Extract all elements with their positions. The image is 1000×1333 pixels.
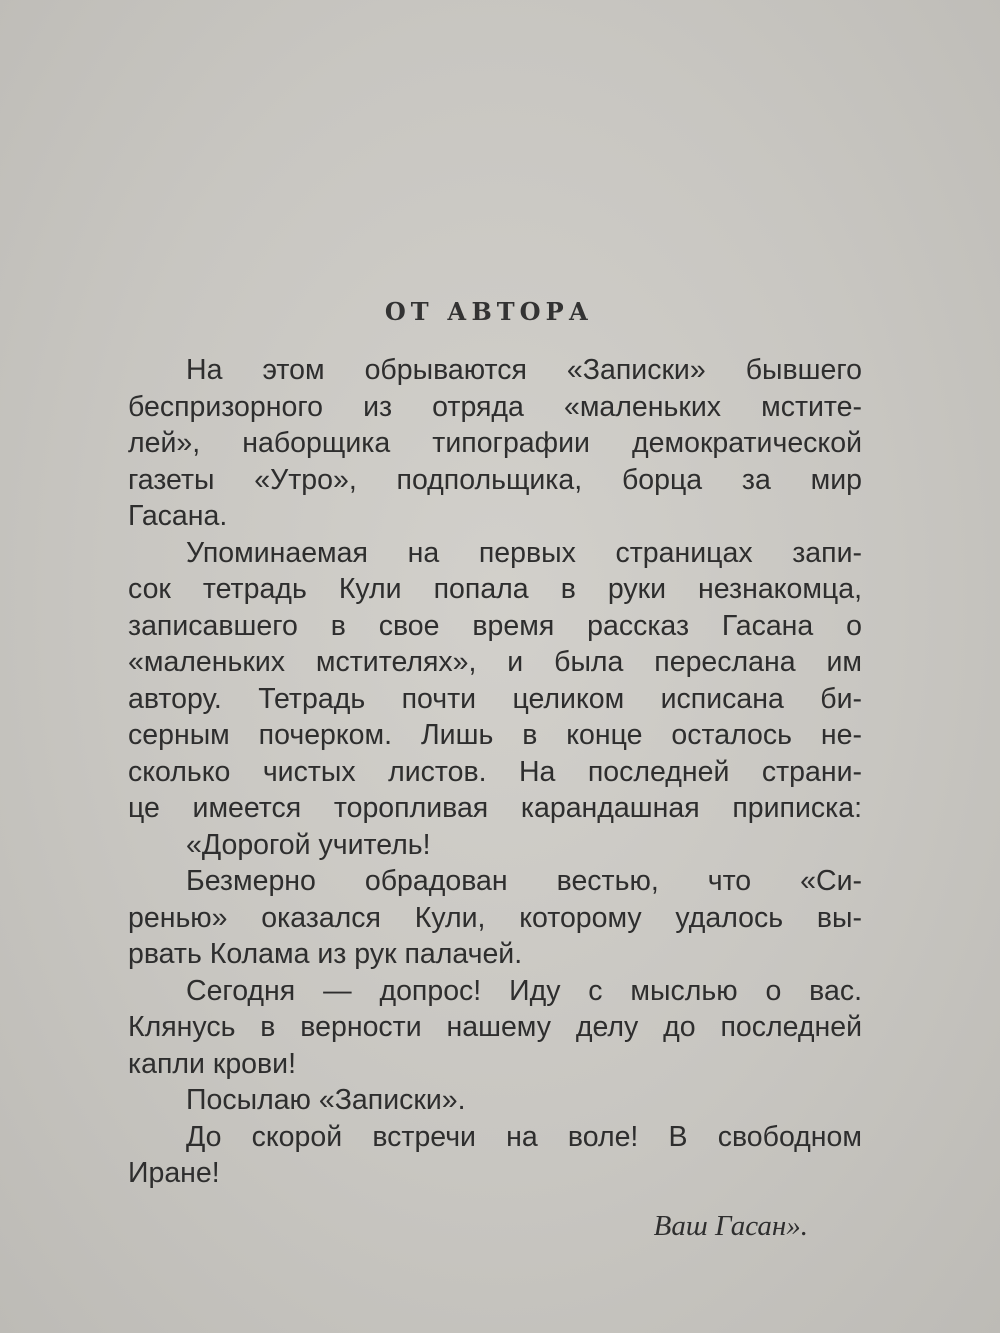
text-line: рвать Колама из рук палачей. <box>128 938 523 970</box>
text-line: Иране! <box>128 1157 220 1189</box>
text-line: сок тетрадь Кули попала в руки незнакомца, <box>128 573 862 605</box>
text-line: лей», наборщика типографии демократической <box>128 427 862 459</box>
book-page-text <box>128 296 862 1244</box>
text-line: Клянусь в верности нашему делу до последней <box>128 1011 862 1043</box>
paragraph-4 <box>128 863 862 973</box>
text-line: серным почерком. Лишь в конце осталось не- <box>128 719 862 751</box>
paragraph-5 <box>128 973 862 1083</box>
signature: Ваш Гасан». <box>653 1209 808 1242</box>
text-line: Безмерно обрадован вестью, что «Си- <box>186 865 862 897</box>
text-line: «маленьких мстителях», и была переслана им <box>128 646 862 678</box>
paragraph-2 <box>128 535 862 827</box>
text-line: сколько чистых листов. На последней страни- <box>128 755 862 788</box>
section-heading: ОТ АВТОРА <box>384 297 594 326</box>
text-line: ренью» оказался Кули, которому удалось вы- <box>128 901 862 934</box>
text-line: До скорой встречи на воле! В свободном <box>186 1120 862 1153</box>
text-line: Упоминаемая на первых страницах запи- <box>186 536 862 569</box>
text-line: На этом обрываются «Записки» бывшего <box>186 354 862 386</box>
text-line: «Дорогой учитель! <box>186 828 431 861</box>
text-line: це имеется торопливая карандашная приписка: <box>128 792 862 824</box>
paragraph-1 <box>128 352 862 535</box>
text-line: газеты «Утро», подпольщика, борца за мир <box>128 463 862 496</box>
text-line: Гасана. <box>128 500 228 532</box>
text-line: автору. Тетрадь почти целиком исписана би- <box>128 682 862 715</box>
text-line: записавшего в свое время рассказ Гасана о <box>128 609 862 642</box>
paragraph-7 <box>128 1119 862 1192</box>
text-line: Посылаю «Записки». <box>186 1084 466 1116</box>
text-line: Сегодня — допрос! Иду с мыслью о вас. <box>186 974 862 1007</box>
text-line: капли крови! <box>128 1047 296 1080</box>
paragraph-3 <box>128 827 862 864</box>
text-line: беспризорного из отряда «маленьких мстите- <box>128 390 862 423</box>
paragraph-6 <box>128 1082 862 1119</box>
